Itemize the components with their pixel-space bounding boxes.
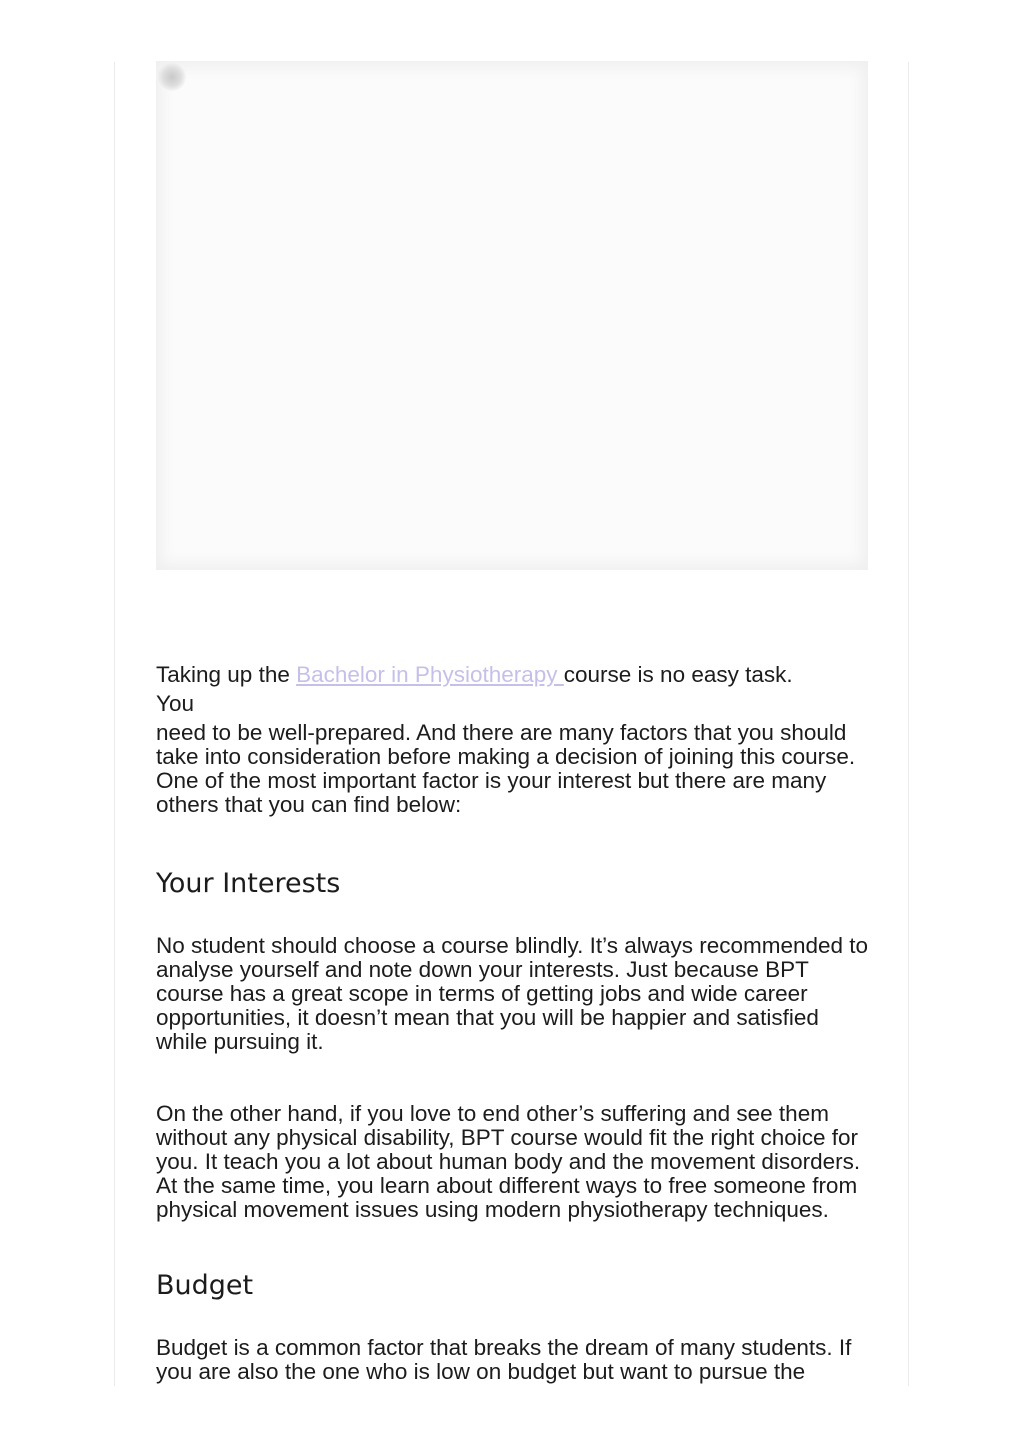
article-body — [156, 660, 872, 1384]
bachelor-physiotherapy-link[interactable]: Bachelor in Physiotherapy — [296, 662, 564, 687]
budget-paragraph: Budget is a common factor that breaks the dream of many students. If you are also the one who is low on budget but want to pursue the — [156, 1335, 852, 1384]
heading-your-interests: Your Interests — [156, 868, 341, 899]
hero-image — [156, 61, 868, 570]
intro-suffix: course is no easy task. — [563, 662, 793, 687]
intro-paragraph-rest: need to be well-prepared. And there are many factors that you should take into consideration before making a decision of joining this course. One of the most important factor is your interest but there are many others that you can find below: — [156, 720, 856, 817]
heading-budget: Budget — [156, 1270, 254, 1301]
intro-prefix: Taking up the — [156, 662, 297, 687]
intro-paragraph-start — [156, 660, 872, 718]
interests-paragraph-1 — [156, 934, 872, 1054]
interests-paragraph-1-main: No student should choose a course blindly. It’s always recommended to analyse yourself and note down your interests. Just because BPT course has a great scope in terms of getting jobs and wide career opportunities, it doesn’t mean that you will be happier and satisfied — [156, 933, 869, 1030]
interests-paragraph-1-tail: while pursuing it. — [156, 1029, 324, 1054]
interests-paragraph-2: On the other hand, if you love to end other’s suffering and see them without any physical disability, BPT course would fit the right choice for you. It teach you a lot about human body and the movement disorders. At the same time, you learn about different ways to free someone from physical movement issues using modern physiotherapy techniques. — [156, 1101, 861, 1222]
image-corner-mark — [158, 63, 186, 91]
intro-suffix-wrap: You — [156, 691, 194, 716]
